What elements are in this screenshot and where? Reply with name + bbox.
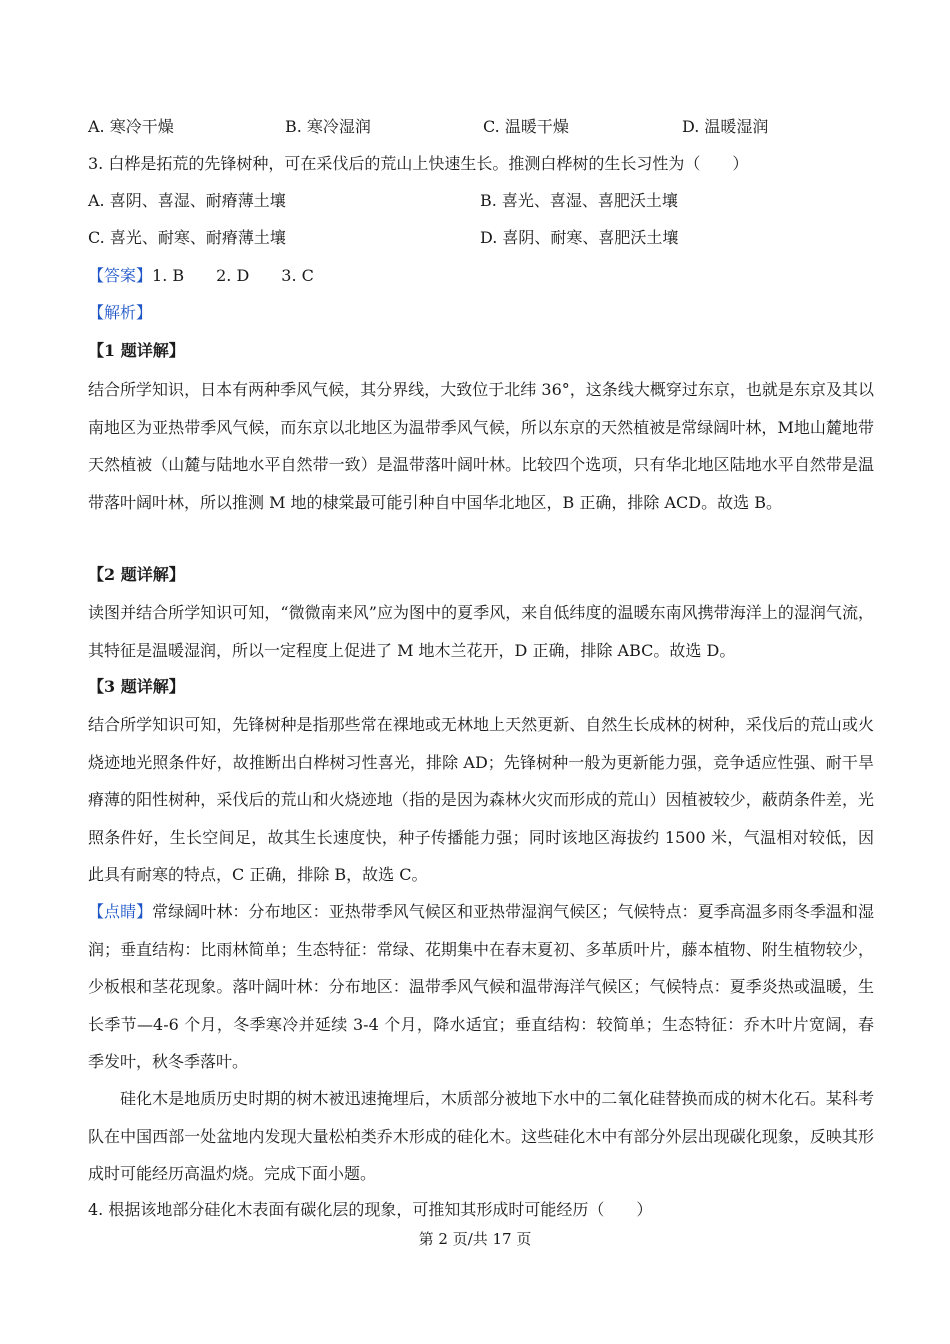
detail2-body: 读图并结合所学知识可知，“微微南来风”应为图中的夏季风，来自低纬度的温暖东南风携带海洋上的湿润气流，其特征是温暖湿润，所以一定程度上促进了 M 地木兰花开，D 正确，排除 ABC。故选 D。 bbox=[88, 603, 874, 660]
q2-option-b: B. 寒冷湿润 bbox=[285, 117, 371, 136]
tips-tag: 【点睛】 bbox=[88, 902, 153, 921]
tips-paragraph bbox=[88, 893, 874, 1081]
detail2-title: 【2 题详解】 bbox=[88, 565, 185, 584]
q4-stem: 4. 根据该地部分硅化木表面有碳化层的现象，可推知其形成时可能经历（ ） bbox=[88, 1200, 653, 1219]
passage-paragraph: 硅化木是地质历史时期的树木被迅速掩埋后，木质部分被地下水中的二氧化硅替换而成的树木化石。某科考队在中国西部一处盆地内发现大量松柏类乔木形成的硅化木。这些硅化木中有部分外层出现碳化现象，反映其形成时可能经历高温灼烧。完成下面小题。 bbox=[88, 1089, 874, 1183]
answer-line bbox=[88, 266, 314, 286]
q3-stem: 3. 白桦是拓荒的先锋树种，可在采伐后的荒山上快速生长。推测白桦树的生长习性为（ ） bbox=[88, 154, 749, 173]
q3-option-a: A. 喜阴、喜湿、耐瘠薄土壤 bbox=[88, 191, 286, 210]
detail1-title: 【1 题详解】 bbox=[88, 341, 185, 360]
answer-tag: 【答案】 bbox=[88, 266, 153, 285]
q2-option-c: C. 温暖干燥 bbox=[483, 117, 569, 136]
detail3-title: 【3 题详解】 bbox=[88, 677, 185, 696]
detail3-body: 结合所学知识可知，先锋树种是指那些常在裸地或无林地上天然更新、自然生长成林的树种，采伐后的荒山或火烧迹地光照条件好，故推断出白桦树习性喜光，排除 AD；先锋树种一般为更新能力强，竞争适应性强、耐干旱瘠薄的阳性树种，采伐后的荒山和火烧迹地（指的是因为森林火灾而形成的荒山）因植被较少，蔽荫条件差，光照条件好，生长空间足，故其生长速度快，种子传播能力强；同时该地区海拔约 1500 米，气温相对较低，因此具有耐寒的特点，C 正确，排除 B，故选 C。 bbox=[88, 715, 874, 884]
q2-option-d: D. 温暖湿润 bbox=[682, 117, 769, 136]
page-footer: 第 2 页/共 17 页 bbox=[418, 1230, 532, 1248]
q3-option-b: B. 喜光、喜湿、喜肥沃土壤 bbox=[480, 191, 678, 210]
q3-option-c: C. 喜光、耐寒、耐瘠薄土壤 bbox=[88, 228, 286, 247]
q2-option-a: A. 寒冷干燥 bbox=[88, 117, 174, 136]
detail1-body: 结合所学知识，日本有两种季风气候，其分界线，大致位于北纬 36°，这条线大概穿过东京，也就是东京及其以南地区为亚热带季风气候，而东京以北地区为温带季风气候，所以东京的天然植被是常绿阔叶林，M地山麓地带天然植被（山麓与陆地水平自然带一致）是温带落叶阔叶林。比较四个选项，只有华北地区陆地水平自然带是温带落叶阔叶林，所以推测 M 地的棣棠最可能引种自中国华北地区，B 正确，排除 ACD。故选 B。 bbox=[88, 380, 874, 512]
analysis-tag: 【解析】 bbox=[88, 303, 153, 322]
tips-body: 常绿阔叶林：分布地区：亚热带季风气候区和亚热带湿润气候区；气候特点：夏季高温多雨冬季温和湿润；垂直结构：比雨林简单；生态特征：常绿、花期集中在春末夏初、多革质叶片，藤本植物、附生植物较少，少板根和茎花现象。落叶阔叶林：分布地区：温带季风气候和温带海洋气候区；气候特点：夏季炎热或温暖，生长季节—4-6 个月，冬季寒冷并延续 3-4 个月，降水适宜；垂直结构：较简单；生态特征：乔木叶片宽阔，春季发叶，秋冬季落叶。 bbox=[88, 902, 874, 1071]
q3-option-d: D. 喜阴、耐寒、喜肥沃土壤 bbox=[480, 228, 679, 247]
answer-text: 1. B 2. D 3. C bbox=[152, 266, 314, 285]
